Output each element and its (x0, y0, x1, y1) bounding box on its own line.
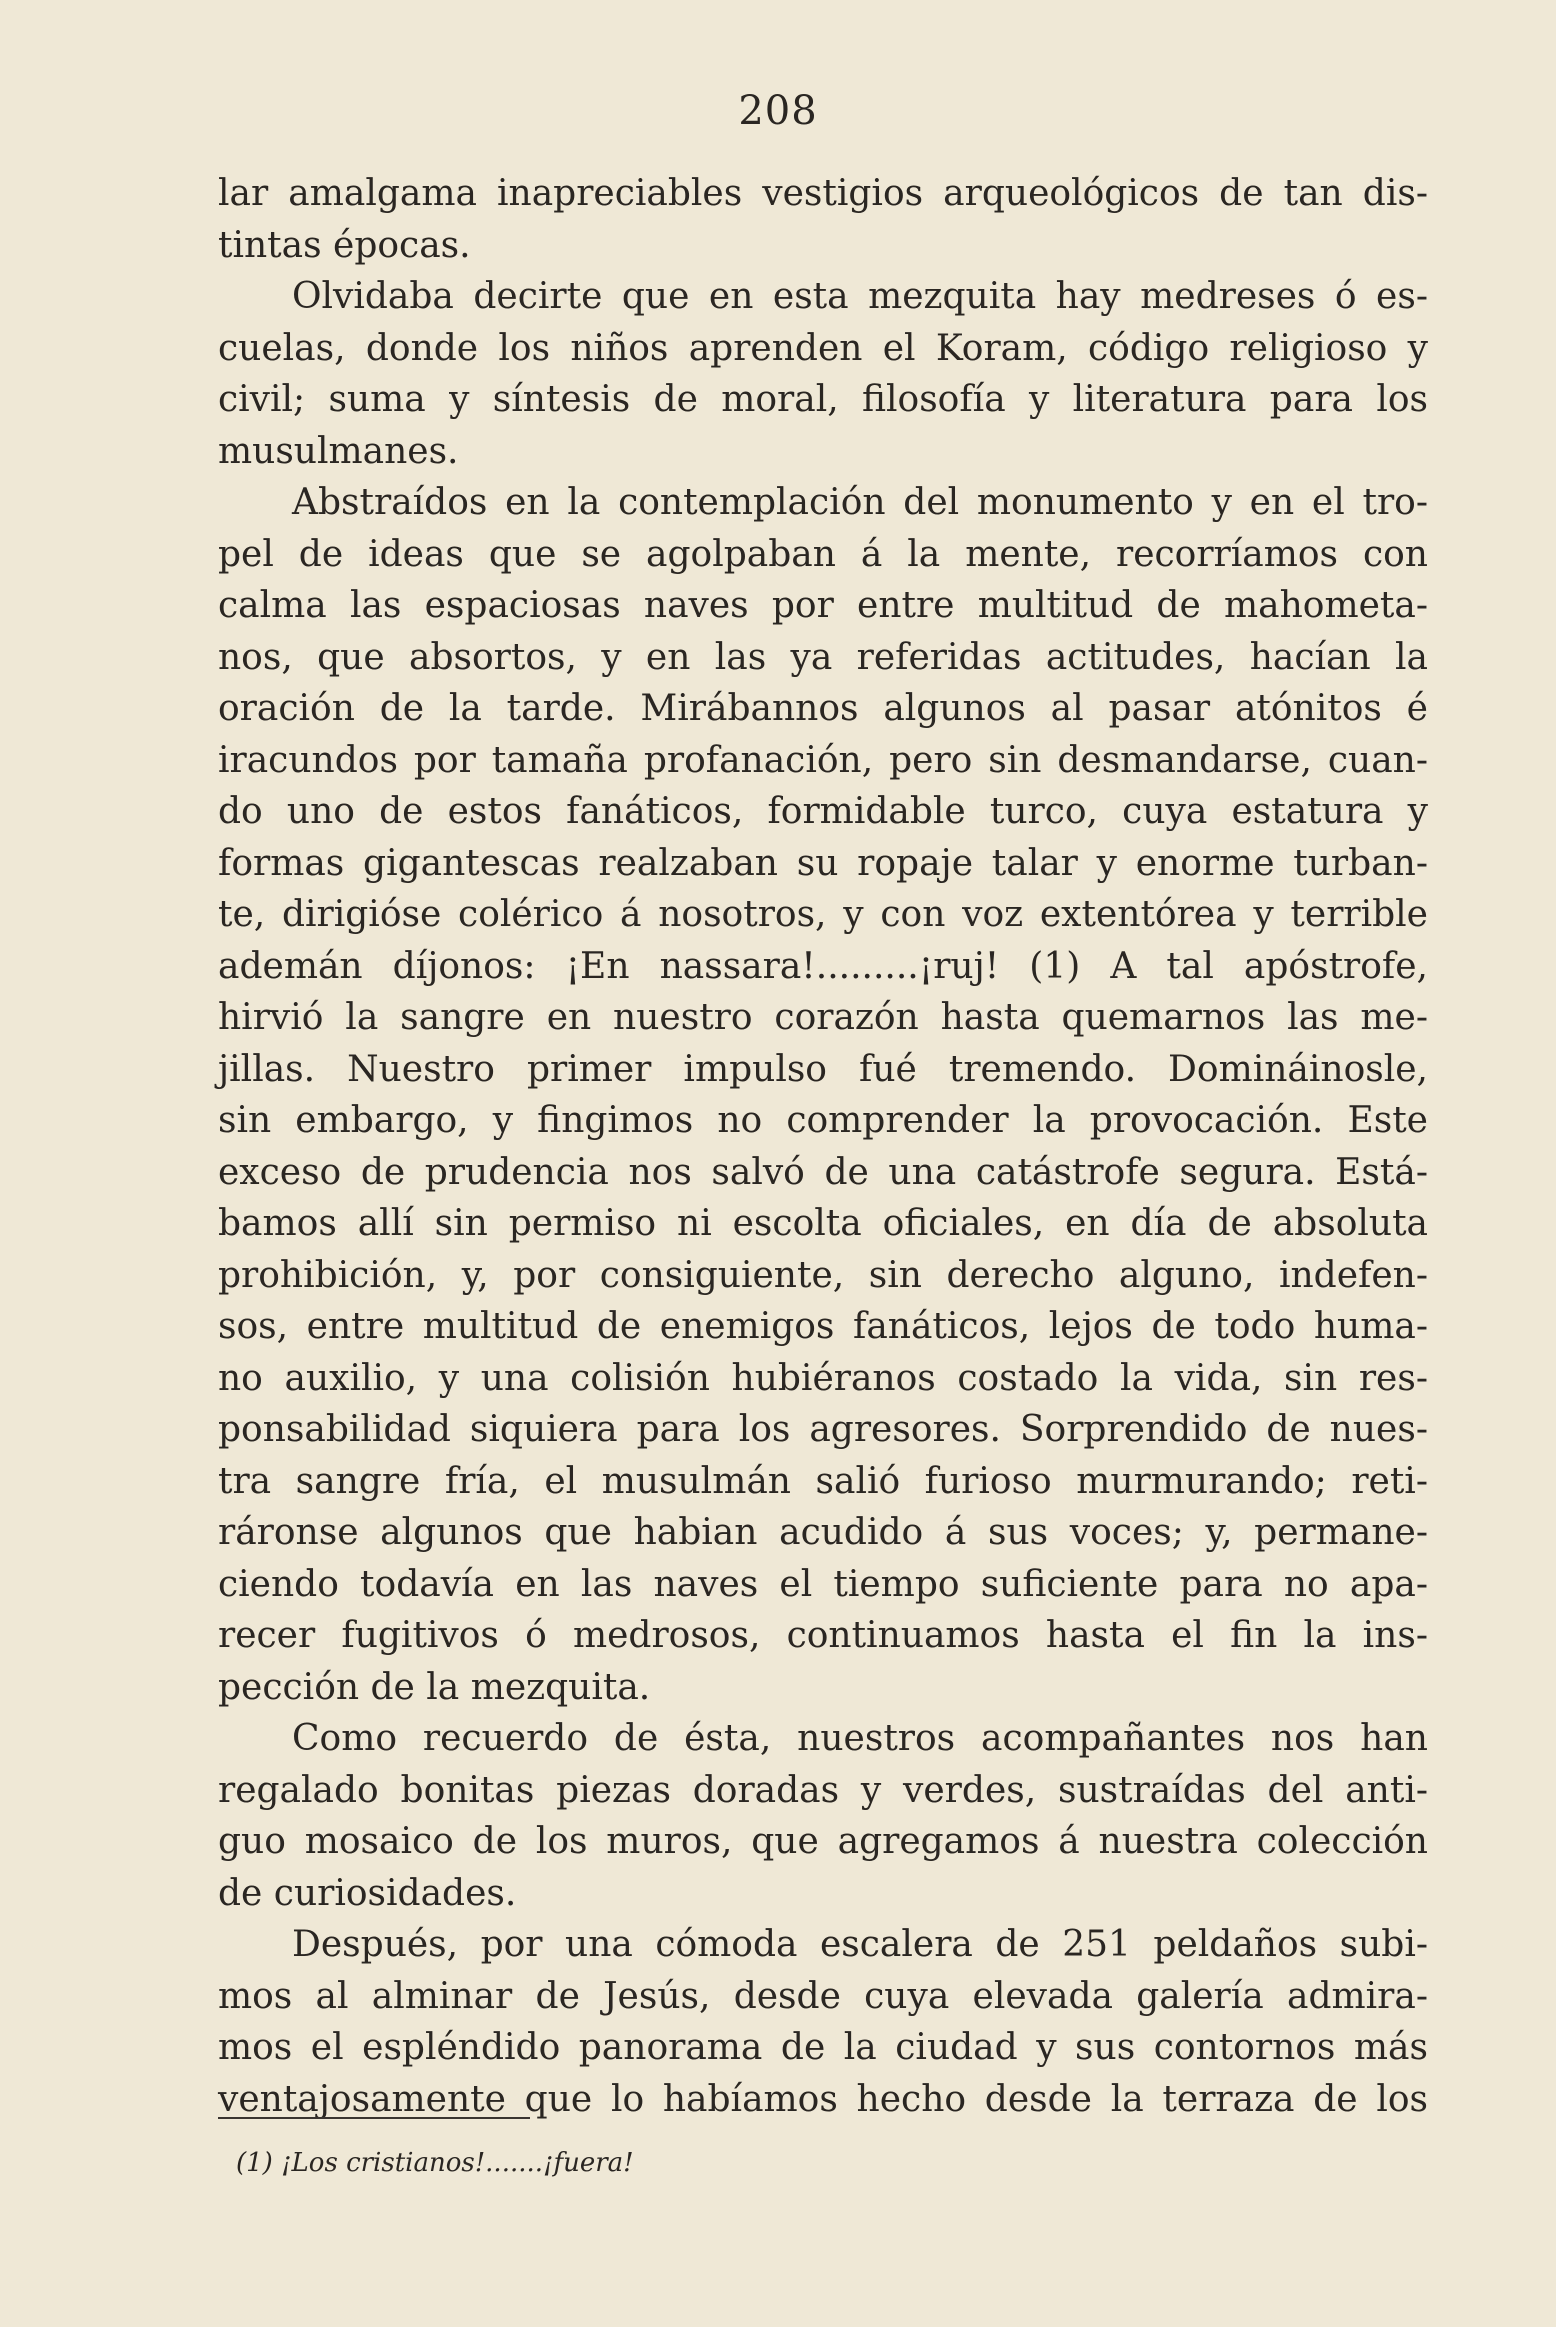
text-line: sin embargo, y fingimos no comprender la provocación. Este (218, 1100, 1428, 1141)
text-line: ademán díjonos: ¡En nassara!.........¡ruj! (1) A tal apóstrofe, (218, 945, 1428, 987)
text-line: ventajosamente que lo habíamos hecho desde la terraza de los (218, 2078, 1428, 2120)
text-line: oración de la tarde. Mirábannos algunos al pasar atónitos é (218, 688, 1428, 729)
text-line: pección de la mezquita. (218, 1666, 651, 1708)
footnote-divider (218, 2117, 530, 2119)
text-line: calma las espaciosas naves por entre multitud de mahometa- (218, 585, 1428, 626)
paragraph-start-line: Abstraídos en la contemplación del monumento y en el tro- (292, 482, 1428, 523)
paragraph-start-line: Como recuerdo de ésta, nuestros acompañantes nos han (292, 1718, 1428, 1759)
text-line: pel de ideas que se agolpaban á la mente, recorríamos con (218, 533, 1428, 575)
text-line: tra sangre fría, el musulmán salió furioso murmurando; reti- (218, 1460, 1428, 1502)
text-line: cuelas, donde los niños aprenden el Koram, código religioso y (218, 327, 1428, 369)
text-line: no auxilio, y una colisión hubiéranos costado la vida, sin res- (218, 1357, 1428, 1399)
footnote: (1) ¡Los cristianos!.......¡fuera! (236, 2148, 634, 2178)
text-line: mos al alminar de Jesús, desde cuya elevada galería admira- (218, 1975, 1428, 2017)
text-line: exceso de prudencia nos salvó de una catástrofe segura. Está- (218, 1151, 1428, 1193)
page-number: 208 (738, 88, 818, 134)
text-line: civil; suma y síntesis de moral, filosofía y literatura para los (218, 379, 1428, 420)
text-line: musulmanes. (218, 430, 459, 472)
text-line: formas gigantescas realzaban su ropaje talar y enorme turban- (218, 842, 1428, 884)
text-line: ponsabilidad siquiera para los agresores. Sorprendido de nues- (218, 1409, 1428, 1450)
text-line: guo mosaico de los muros, que agregamos á nuestra colección (218, 1821, 1428, 1862)
text-line: prohibición, y, por consiguiente, sin derecho alguno, indefen- (218, 1254, 1428, 1296)
text-line: do uno de estos fanáticos, formidable turco, cuya estatura y (218, 791, 1428, 832)
text-line: lar amalgama inapreciables vestigios arqueológicos de tan dis- (218, 173, 1428, 214)
text-line: te, dirigióse colérico á nosotros, y con voz extentórea y terrible (218, 894, 1428, 935)
paragraph-start-line: Después, por una cómoda escalera de 251 peldaños subi- (292, 1924, 1428, 1965)
text-line: sos, entre multitud de enemigos fanáticos, lejos de todo huma- (218, 1306, 1428, 1347)
text-line: nos, que absortos, y en las ya referidas actitudes, hacían la (218, 636, 1428, 678)
text-line: regalado bonitas piezas doradas y verdes, sustraídas del anti- (218, 1769, 1428, 1811)
text-line: de curiosidades. (218, 1872, 517, 1914)
paragraph-start-line: Olvidaba decirte que en esta mezquita hay medreses ó es- (292, 276, 1428, 317)
text-line: iracundos por tamaña profanación, pero sin desmandarse, cuan- (218, 739, 1428, 781)
body-text (218, 168, 1428, 2125)
text-line: ciendo todavía en las naves el tiempo suficiente para no apa- (218, 1563, 1428, 1605)
text-line: tintas épocas. (218, 224, 471, 266)
text-line: mos el espléndido panorama de la ciudad y sus contornos más (218, 2027, 1428, 2068)
text-line: hirvió la sangre en nuestro corazón hasta quemarnos las me- (218, 997, 1428, 1038)
text-line: bamos allí sin permiso ni escolta oficiales, en día de absoluta (218, 1203, 1428, 1244)
text-line: ráronse algunos que habian acudido á sus voces; y, permane- (218, 1512, 1428, 1553)
text-line: recer fugitivos ó medrosos, continuamos hasta el fin la ins- (218, 1615, 1428, 1656)
text-line: jillas. Nuestro primer impulso fué tremendo. Domináinosle, (218, 1048, 1428, 1090)
